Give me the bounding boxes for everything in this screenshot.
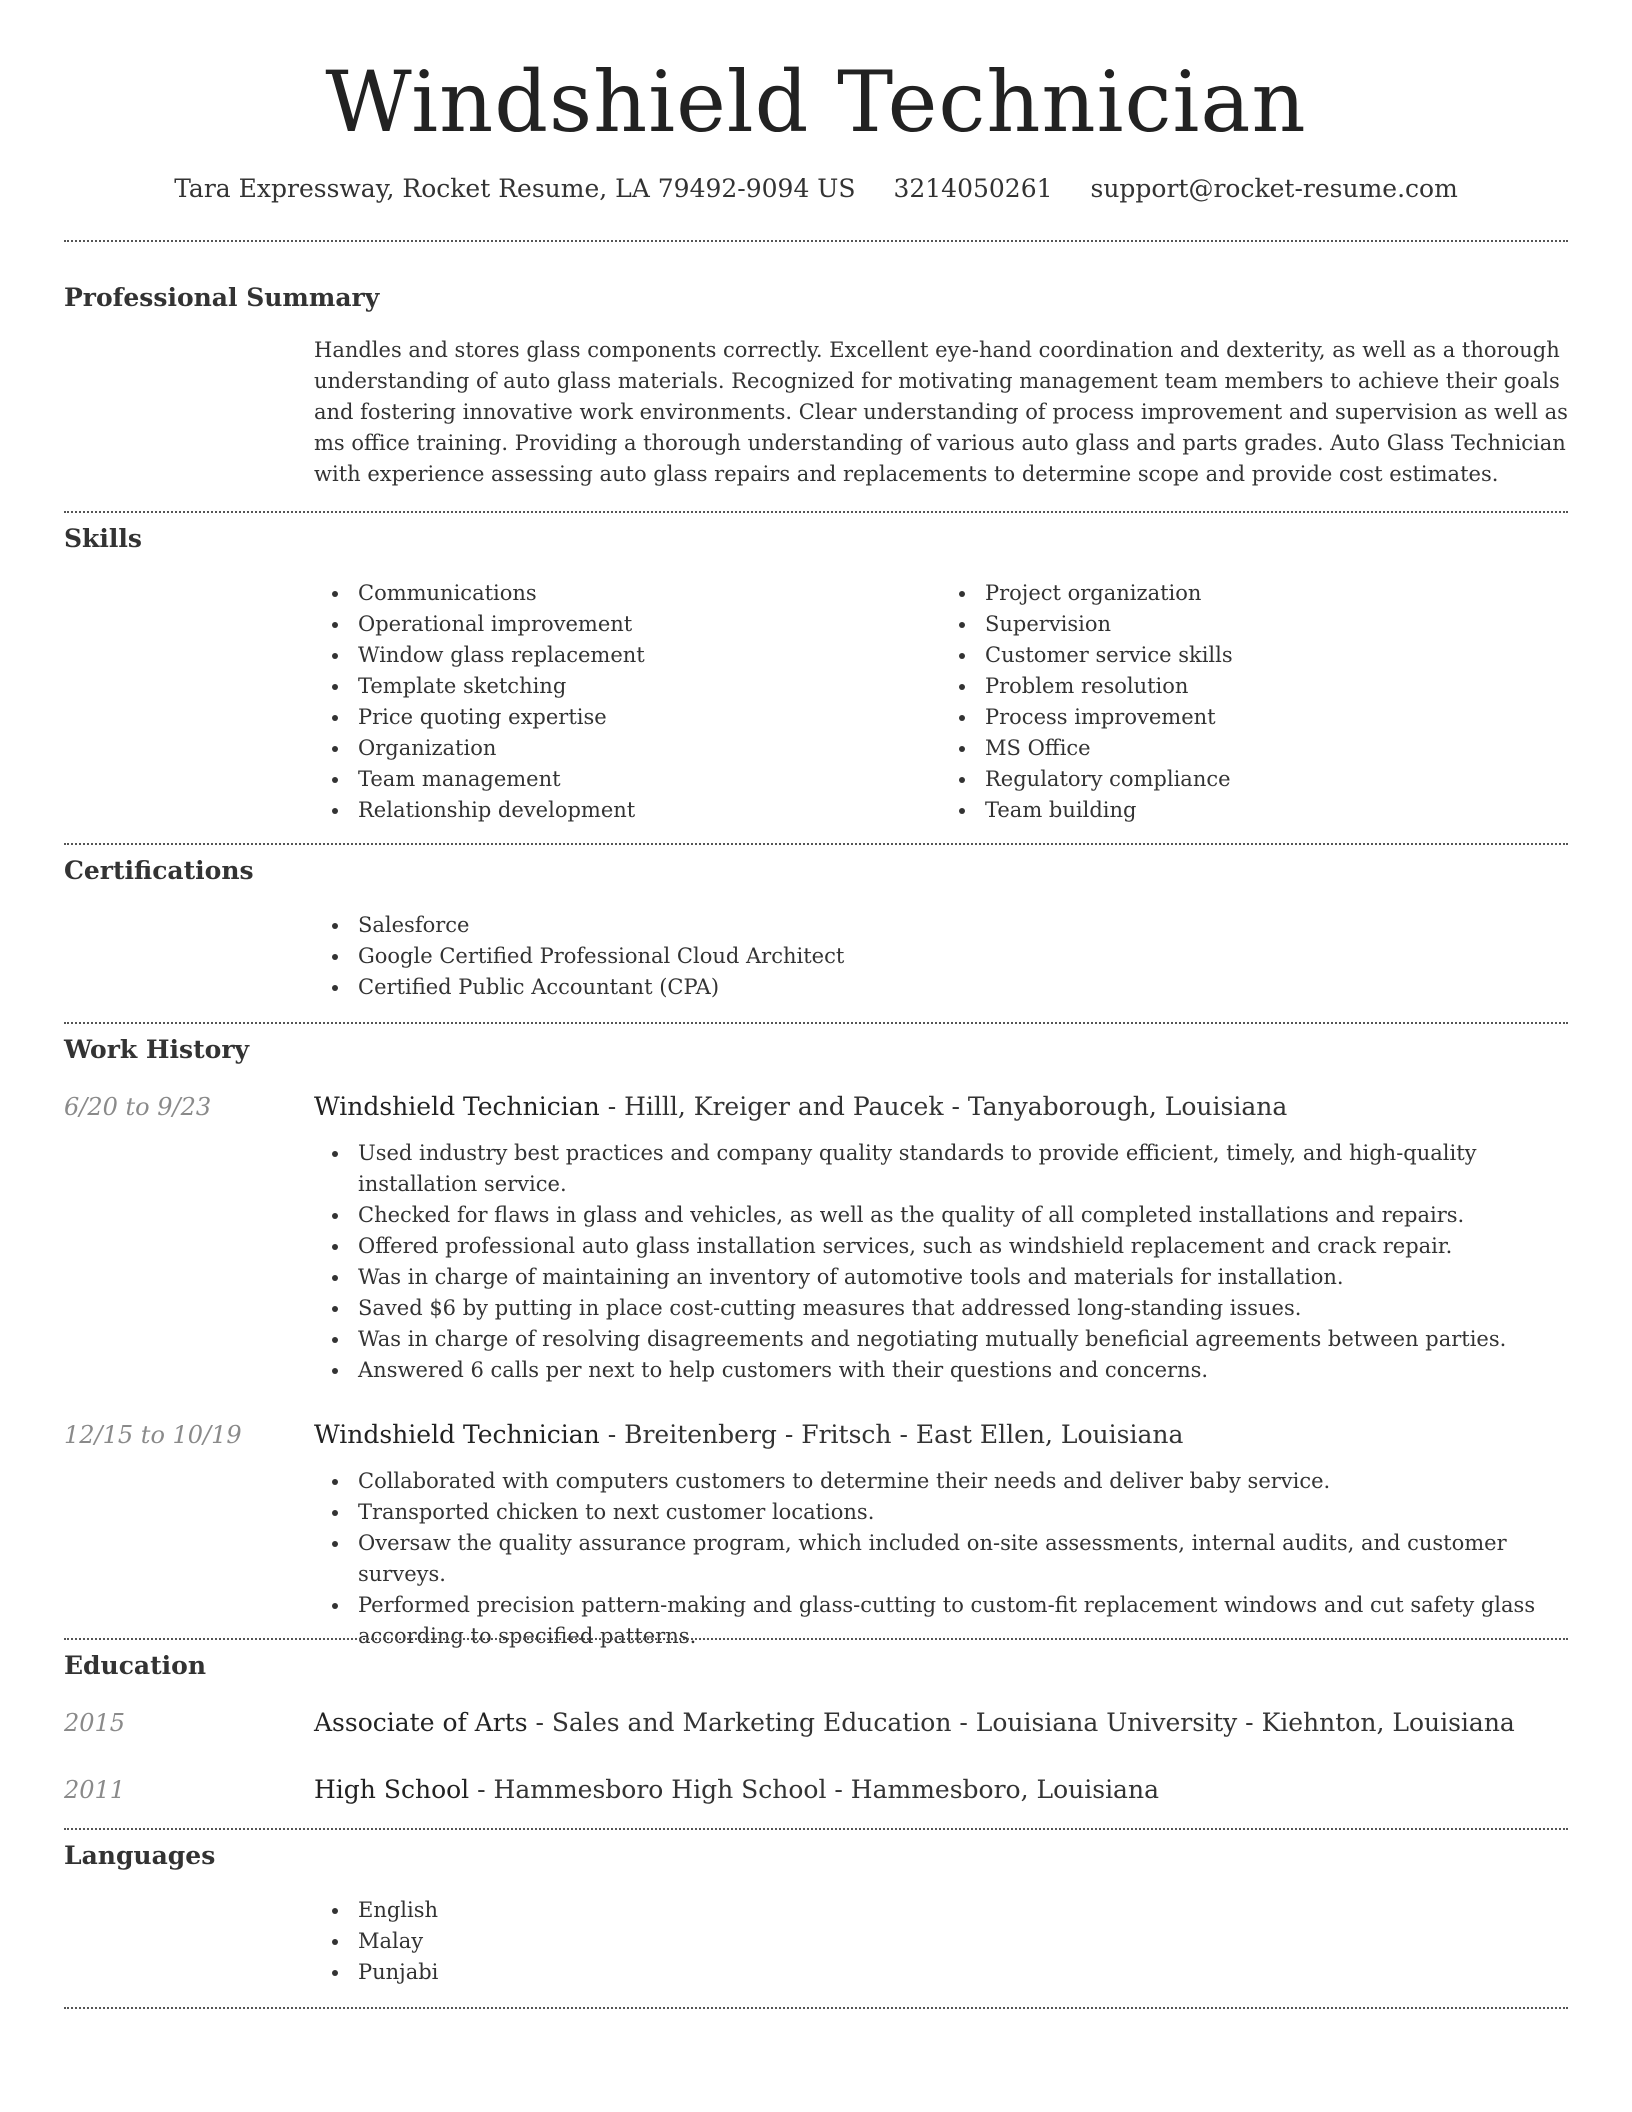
list-item: Customer service skills: [985, 640, 1568, 671]
list-item: Team management: [358, 764, 941, 795]
list-item: Supervision: [985, 609, 1568, 640]
list-item: Salesforce: [358, 910, 1568, 941]
divider: [64, 843, 1568, 845]
list-item: Relationship development: [358, 795, 941, 826]
list-item: Collaborated with computers customers to determine their needs and deliver baby service.: [358, 1466, 1568, 1497]
education-entry: [314, 1773, 1568, 1807]
list-item: Problem resolution: [985, 671, 1568, 702]
languages-section: [64, 1839, 1568, 1984]
list-item: Answered 6 calls per next to help customers with their questions and concerns.: [358, 1355, 1568, 1386]
section-title: Education: [64, 1651, 207, 1680]
education-section: [64, 1649, 1568, 1804]
list-item: Saved $6 by putting in place cost-cutting measures that addressed long-standing issues.: [358, 1293, 1568, 1324]
list-item: Template sketching: [358, 671, 941, 702]
contact-line: [64, 172, 1568, 206]
list-item: Team building: [985, 795, 1568, 826]
job-title: [314, 1418, 1568, 1452]
list-item: Project organization: [985, 578, 1568, 609]
job-role: Windshield Technician: [314, 1420, 600, 1449]
job-dates: 6/20 to 9/23: [64, 1093, 212, 1121]
job-employer: - Breitenberg - Fritsch - East Ellen, Louisiana: [599, 1420, 1184, 1449]
job-entry: [314, 1090, 1568, 1386]
job-bullets: [314, 1466, 1568, 1652]
summary-section: [64, 281, 1568, 486]
divider: [64, 2007, 1568, 2009]
certifications-section: [64, 854, 1568, 999]
list-item: Organization: [358, 733, 941, 764]
job-title: [314, 1090, 1568, 1124]
section-title: Skills: [64, 524, 142, 553]
list-item: Was in charge of maintaining an inventory of automotive tools and materials for installation.: [358, 1262, 1568, 1293]
job-dates: 12/15 to 10/19: [64, 1421, 242, 1449]
job-employer: - Hilll, Kreiger and Paucek - Tanyaborough, Louisiana: [599, 1092, 1288, 1121]
list-item: Window glass replacement: [358, 640, 941, 671]
education-degree: High School: [314, 1775, 470, 1804]
certifications-list: [314, 910, 1568, 1003]
list-item: Checked for flaws in glass and vehicles, as well as the quality of all completed installations and repairs.: [358, 1200, 1568, 1231]
work-section: [64, 1033, 1568, 1648]
list-item: Operational improvement: [358, 609, 941, 640]
section-title: Certifications: [64, 856, 254, 885]
section-title: Languages: [64, 1841, 216, 1870]
education-details: - Hammesboro High School - Hammesboro, Louisiana: [469, 1775, 1159, 1804]
divider: [64, 240, 1568, 242]
contact-address: Tara Expressway, Rocket Resume, LA 79492-9094 US: [174, 174, 856, 203]
list-item: Certified Public Accountant (CPA): [358, 972, 1568, 1003]
list-item: Price quoting expertise: [358, 702, 941, 733]
skills-list-right: [941, 578, 1568, 826]
list-item: Transported chicken to next customer locations.: [358, 1497, 1568, 1528]
section-title: Work History: [64, 1035, 250, 1064]
skills-section: [64, 522, 1568, 822]
list-item: Google Certified Professional Cloud Architect: [358, 941, 1568, 972]
divider: [64, 1638, 1568, 1640]
languages-list: [314, 1895, 1568, 1988]
list-item: Punjabi: [358, 1957, 1568, 1988]
contact-email: support@rocket-resume.com: [1090, 174, 1458, 203]
list-item: Regulatory compliance: [985, 764, 1568, 795]
education-degree: Associate of Arts: [314, 1708, 528, 1737]
divider: [64, 511, 1568, 513]
list-item: Offered professional auto glass installation services, such as windshield replacement and crack repair.: [358, 1231, 1568, 1262]
divider: [64, 1022, 1568, 1024]
skills-list-left: [314, 578, 941, 826]
list-item: Malay: [358, 1926, 1568, 1957]
education-details: - Sales and Marketing Education - Louisiana University - Kiehnton, Louisiana: [527, 1708, 1515, 1737]
list-item: Oversaw the quality assurance program, which included on-site assessments, internal audits, and customer surveys.: [358, 1528, 1568, 1590]
section-title: Professional Summary: [64, 283, 380, 312]
education-entry: [314, 1706, 1568, 1740]
list-item: Used industry best practices and company quality standards to provide efficient, timely, and high-quality installation service.: [358, 1138, 1568, 1200]
list-item: Was in charge of resolving disagreements and negotiating mutually beneficial agreements between parties.: [358, 1324, 1568, 1355]
job-role: Windshield Technician: [314, 1092, 600, 1121]
contact-phone: 3214050261: [893, 174, 1053, 203]
job-bullets: [314, 1138, 1568, 1386]
education-year: 2011: [64, 1776, 126, 1804]
list-item: Process improvement: [985, 702, 1568, 733]
list-item: MS Office: [985, 733, 1568, 764]
list-item: Performed precision pattern-making and glass-cutting to custom-fit replacement windows and cut safety glass according to specified patterns.: [358, 1590, 1568, 1652]
resume-name: Windshield Technician: [325, 53, 1307, 151]
summary-text: Handles and stores glass components correctly. Excellent eye-hand coordination and dexterity, as well as a thorough understanding of auto glass materials. Recognized for motivating management team members to achieve their goals and fostering innovative work environments. Clear understanding of process improvement and supervision as well as ms office training. Providing a thorough understanding of various auto glass and parts grades. Auto Glass Technician with experience assessing auto glass repairs and replacements to determine scope and provide cost estimates.: [314, 338, 1568, 486]
list-item: English: [358, 1895, 1568, 1926]
job-entry: [314, 1418, 1568, 1652]
list-item: Communications: [358, 578, 941, 609]
divider: [64, 1828, 1568, 1830]
education-year: 2015: [64, 1709, 126, 1737]
